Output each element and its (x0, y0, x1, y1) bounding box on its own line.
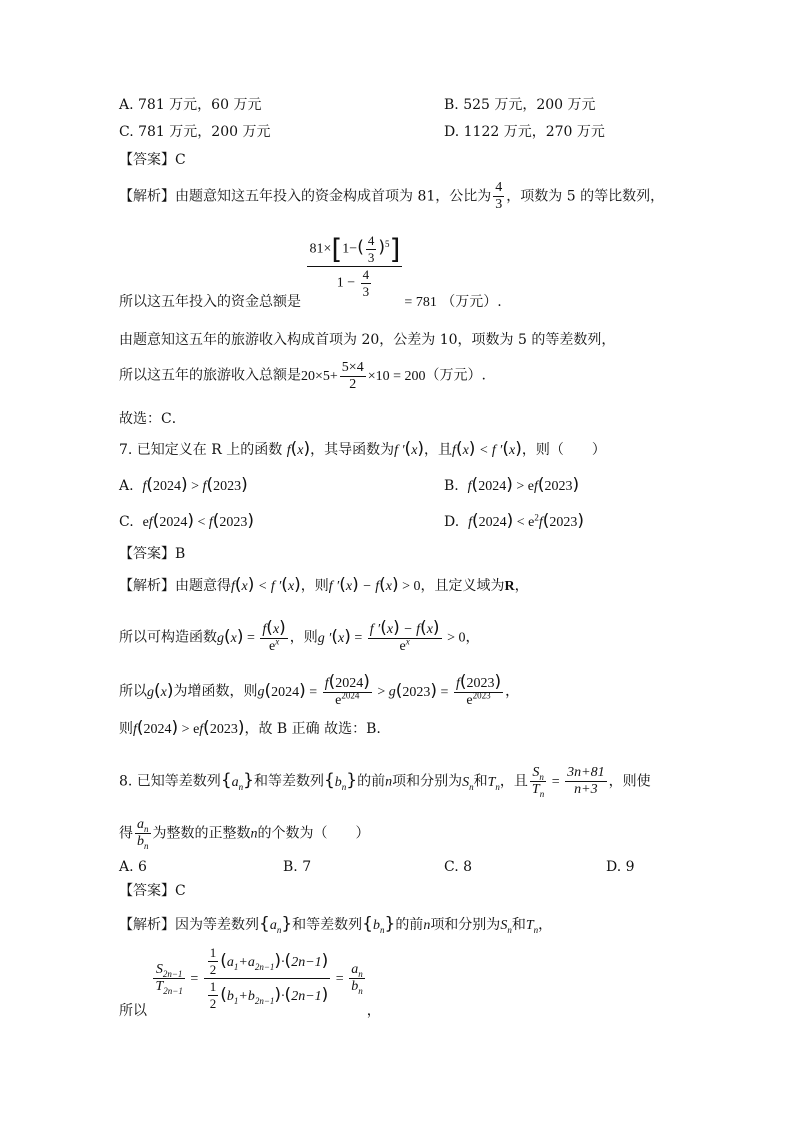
q8-option-d: D. 9 (606, 859, 635, 875)
q7-sol1-text: 【解析】由题意得 (119, 578, 231, 594)
q8-option-a: A. 6 (119, 859, 147, 875)
option-label: A. (119, 478, 134, 494)
q7-option-b: B. f(2024) > ef(2023) (444, 475, 580, 495)
q6-sol4-text: 所以这五年的旅游收入总额是 (119, 367, 301, 384)
q8-stem-text-4: 项和分别为 (392, 773, 463, 790)
q7-solution-line-3: 所以g(x)为增函数，则g(2024) = $\frac{f(2024)}{e^{2024}}$ > g(2023) = $\frac{f(2023)}{e^{2023}}$ ， (119, 672, 520, 708)
q8-stem: 8. 已知等差数列$\{a_n\}$和等差数列$\{b_n\}$的前n项和分别为$S_n$和$T_n$，且 $\frac{S_n}{T_n}$ = $\frac{3n+81}{n+3}$ ，则使 (119, 765, 651, 799)
q8-option-b: B. 7 (283, 859, 312, 875)
q7-option-a: A. f(2024) > f(2023) (119, 475, 248, 495)
q8-stem-text: 8. 已知等差数列 (119, 773, 221, 790)
q8-stem-text-6: ，则使 (608, 773, 651, 790)
q7-sol3-text-2: 为增函数，则 (173, 683, 258, 700)
q7-sol1-text-2: ，则 (300, 578, 329, 594)
q8-sol2-text: 所以 (119, 1002, 147, 1019)
q8-stem2-text-3: 的个数为（ ） (257, 825, 370, 842)
q8-stem-text-5: ，且 (499, 773, 528, 790)
q7-solution-line-2: 所以可构造函数g(x) = $\frac{f(x)}{e^x}$ ，则g ′(x) = $\frac{f '(x) - f(x)}{e^x}$ > 0， (119, 618, 480, 654)
q8-sol1-text-5: ， (538, 917, 553, 933)
q7-sol1-text-3: ，且定义域为 (420, 578, 505, 594)
q7-sol4-text-2: ，故 B 正确 故选：B. (244, 721, 381, 737)
q8-expanded-fraction: $\frac{1}{2}$ $(a_1+a_{2n-1})\cdot(2n-1)$ $\frac{1}{2}$ $(b_1+b_{2n-1})\cdot(2n-1)$ (204, 945, 331, 1012)
q8-sol1-text-4: 项和分别为 (430, 917, 501, 933)
math-fprime-x: f ′(x) (394, 439, 425, 459)
q6-solution-line-3: 由题意知这五年的旅游收入构成首项为 20，公差为 10，项数为 5 的等差数列， (119, 332, 616, 348)
q7-sol3-text-3: ， (505, 683, 520, 700)
math-fx: f(x) (286, 439, 311, 459)
q6-sol1-text-end: ，项数为 5 的等比数列， (506, 188, 665, 205)
q6-option-b: B. 525 万元，200 万元 (444, 97, 596, 113)
ratio-numerator: 4 (495, 180, 503, 195)
geometric-sum-numerator: 81×[1−( $\frac{4}{3}$ )$^5$] (309, 232, 401, 266)
q7-option-c: C. ef(2024) < f(2023) (119, 511, 255, 531)
q7-sol2-text-2: ，则 (289, 629, 318, 646)
q7-answer: 【答案】B (119, 546, 186, 562)
q7-sol1-text-4: ， (514, 578, 529, 594)
q8-stem-text-3: 的前 (357, 773, 386, 790)
q8-sol2-text-2: ， (366, 1002, 381, 1019)
q7-stem-text-3: ，且 (424, 442, 453, 458)
q8-sol1-text-3: 的前 (395, 917, 424, 933)
q6-sol4-unit: （万元）. (425, 367, 486, 384)
q8-stem2-text: 得 (119, 825, 133, 842)
option-label: C. (119, 514, 134, 530)
q8-answer: 【答案】C (119, 883, 186, 899)
q8-stem-and: 和 (473, 773, 488, 790)
math-condition: f(x) < f ′(x) (452, 439, 522, 459)
q7-stem-text: 7. 已知定义在 R 上的函数 (119, 442, 283, 458)
q8-sum-ratio-fraction: $\frac{S_{2n-1}}{T_{2n-1}}$ (155, 962, 183, 996)
q6-option-d: D. 1122 万元，270 万元 (444, 124, 605, 140)
q8-solution-line-1: 【解析】因为等差数列$\{a_n\}$和等差数列$\{b_n\}$的前n项和分别为$S_n$和$T_n$， (119, 914, 553, 935)
q8-stem-text-2: 和等差数列 (253, 773, 324, 790)
q7-sol2-text: 所以可构造函数 (119, 629, 217, 646)
q7-sol4-text: 则 (119, 721, 133, 737)
q6-solution-line-4 (119, 360, 486, 393)
q6-ratio-fraction (493, 180, 504, 213)
q8-sol1-and: 和 (511, 917, 526, 933)
q8-sol1-text: 【解析】因为等差数列 (119, 917, 259, 933)
q6-answer: 【答案】C (119, 152, 186, 168)
q7-sol3-text: 所以 (119, 683, 147, 700)
q6-option-a: A. 781 万元，60 万元 (119, 97, 262, 113)
q7-solution-line-1: 【解析】由题意得f(x) < f ′(x)，则f ′(x) − f(x) > 0，且定义域为R， (119, 575, 529, 595)
q8-option-c: C. 8 (444, 859, 473, 875)
q6-geometric-sum-fraction (307, 233, 402, 300)
q7-stem-text-4: ，则（ ） (521, 442, 606, 458)
q7-stem-text-2: ，其导函数为 (310, 442, 395, 458)
real-numbers-symbol: R (504, 579, 515, 594)
q8-sol1-text-2: 和等差数列 (292, 917, 363, 933)
q6-sol2-unit: （万元）. (441, 293, 502, 310)
q7-solution-line-4: 则f(2024) > ef(2023)，故 B 正确 故选：B. (119, 718, 381, 738)
q6-total-investment: = 781 (404, 294, 437, 310)
q8-solution-line-2: 所以 $\frac{S_{2n-1}}{T_{2n-1}}$ = $\frac{1}{2}$ $(a_1+a_{2n-1})\cdot(2n-1)$ $\frac{1}{2}$ $(b_1+b_{2n-1})\cdot(2n-1)$ = $\frac{a_n}{b_n}$ ， (119, 945, 381, 1019)
q6-option-c: C. 781 万元，200 万元 (119, 124, 271, 140)
q7-stem (119, 440, 606, 460)
q7-sol2-text-3: ， (465, 629, 480, 646)
q8-stem2-text-2: 为整数的正整数 (152, 825, 251, 842)
ratio-denominator: 3 (495, 197, 503, 212)
q7-option-d: D. $f(2024) < e^2f(2023)$ (444, 511, 585, 531)
q6-solution-line-1 (119, 180, 664, 213)
q6-solution-line-2 (119, 232, 502, 310)
q6-sol1-text: 【解析】由题意知这五年投入的资金构成首项为 81，公比为 (119, 188, 492, 205)
option-label: D. (444, 514, 460, 530)
option-label: B. (444, 478, 459, 494)
q6-sol2-text: 所以这五年投入的资金总额是 (119, 293, 301, 310)
q6-arith-sum-formula: 20×5+ $\frac{5\times 4}{2}$ ×10 = 200 (301, 360, 426, 392)
q8-stem-line-2: 得 $\frac{a_n}{b_n}$ 为整数的正整数n的个数为（ ） (119, 817, 370, 851)
geometric-sum-denominator: 1 − $\frac{4}{3}$ (336, 267, 370, 299)
q6-solution-line-5: 故选：C． (119, 411, 186, 427)
